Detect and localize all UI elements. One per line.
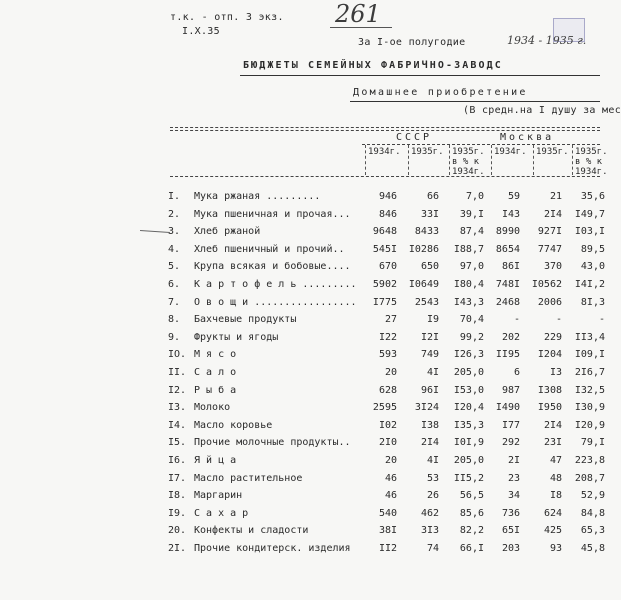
row-product-name: Я й ц а	[194, 455, 237, 466]
period-years: 1934 - 1935 г.	[507, 34, 587, 47]
table-row	[0, 261, 605, 278]
group-moscow: Москва	[500, 132, 555, 143]
col-ussr-1935: 1935г.	[411, 147, 444, 157]
row-product-name: О в о щ и .................	[194, 296, 357, 308]
row-value-col-4: 2468	[495, 296, 520, 308]
row-value-col-4: 86I	[501, 261, 520, 273]
row-value-col-4: 8990	[495, 226, 520, 238]
row-value-col-5: 47	[549, 455, 562, 466]
row-value-col-4: 6	[513, 367, 520, 378]
group-ussr: СССР	[396, 132, 433, 143]
row-value-col-6: 208,7	[574, 472, 605, 484]
row-product-name: К а р т о ф е л ь .........	[194, 279, 357, 290]
row-value-col-1: 540	[378, 507, 397, 519]
row-value-col-4: I43	[501, 208, 520, 220]
row-value-col-1: 20	[384, 367, 397, 378]
row-value-col-1: 5902	[372, 279, 397, 290]
row-value-col-3: 87,4	[459, 226, 484, 238]
row-value-col-6: 52,9	[580, 490, 605, 502]
row-value-col-6: 65,3	[580, 525, 605, 537]
row-value-col-6: 8I,3	[580, 296, 605, 308]
row-value-col-5: -	[555, 314, 562, 326]
row-value-col-1: 846	[378, 208, 397, 220]
row-number: 5.	[168, 261, 181, 273]
row-value-col-2: I38	[420, 419, 439, 431]
unit-note: (В средн.на I душу за мес	[463, 105, 621, 116]
col-ussr-pct: 1935г. в % к 1934г.	[452, 147, 485, 177]
table-row	[0, 507, 605, 525]
table-row	[0, 314, 605, 331]
table-row	[0, 367, 605, 384]
row-value-col-3: 39,I	[459, 208, 484, 220]
row-value-col-2: I2I	[420, 331, 439, 343]
row-value-col-2: 53	[426, 472, 439, 484]
row-number: 6.	[168, 279, 181, 290]
row-value-col-5: I8	[549, 490, 562, 502]
row-value-col-1: 9648	[372, 226, 397, 238]
row-value-col-1: I02	[378, 419, 397, 431]
row-value-col-1: 670	[378, 261, 397, 273]
row-value-col-5: 23I	[543, 437, 562, 449]
row-value-col-2: 2I4	[420, 437, 439, 449]
row-value-col-4: 65I	[501, 525, 520, 537]
row-value-col-3: I43,3	[453, 296, 484, 308]
row-product-name: Крупа всякая и бобовые....	[194, 261, 351, 273]
table-row	[0, 243, 605, 261]
row-value-col-3: 56,5	[459, 490, 484, 502]
document-subtitle: Домашнее приобретение	[353, 87, 528, 98]
row-number: I7.	[168, 472, 187, 484]
row-value-col-2: 2543	[414, 296, 439, 308]
row-value-col-1: I22	[378, 331, 397, 343]
row-value-col-6: I30,9	[574, 402, 605, 414]
col-moscow-pct: 1935г. в % к 1934г.	[575, 147, 608, 177]
table-row	[0, 191, 605, 208]
row-number: 3.	[168, 226, 181, 238]
row-value-col-3: 70,4	[459, 314, 484, 326]
row-value-col-3: I0I,9	[453, 437, 484, 449]
row-value-col-4: 34	[507, 490, 520, 502]
row-product-name: Молоко	[194, 402, 231, 414]
row-number: 8.	[168, 314, 181, 326]
col-moscow-1934: 1934г.	[494, 147, 527, 157]
row-value-col-6: I4I,2	[574, 279, 605, 290]
row-value-col-2: 33I	[420, 208, 439, 220]
row-product-name: Прочие молочные продукты..	[194, 437, 351, 449]
row-value-col-3: I88,7	[453, 243, 484, 255]
row-value-col-6: 2I6,7	[574, 367, 605, 378]
row-product-name: М я с о	[194, 349, 237, 361]
col-ussr-1934: 1934г.	[368, 147, 401, 157]
row-value-col-1: 628	[378, 384, 397, 396]
table-row	[0, 208, 605, 226]
row-value-col-1: 46	[384, 472, 397, 484]
row-value-col-3: II5,2	[453, 472, 484, 484]
table-row	[0, 331, 605, 349]
title-underline	[240, 75, 600, 76]
row-value-col-5: I3	[549, 367, 562, 378]
row-number: 7.	[168, 296, 181, 308]
row-value-col-4: II95	[495, 349, 520, 361]
row-value-col-5: 425	[543, 525, 562, 537]
row-product-name: Бахчевые продукты	[194, 314, 297, 326]
col-divider-4	[491, 145, 492, 175]
row-product-name: Р ы б а	[194, 384, 237, 396]
row-value-col-2: 462	[420, 507, 439, 519]
row-value-col-5: 2I4	[543, 419, 562, 431]
row-value-col-4: 202	[501, 331, 520, 343]
row-product-name: Фрукты и ягоды	[194, 331, 279, 343]
row-number: I5.	[168, 437, 187, 449]
table-row	[0, 455, 605, 472]
row-value-col-6: I09,I	[574, 349, 605, 361]
row-value-col-6: I49,7	[574, 208, 605, 220]
row-value-col-1: 545I	[372, 243, 397, 255]
row-product-name: Конфекты и сладости	[194, 525, 309, 537]
row-value-col-4: -	[513, 314, 520, 326]
col-divider-1	[365, 145, 366, 175]
row-value-col-1: I775	[372, 296, 397, 308]
archive-note-line2: I.X.35	[182, 26, 220, 37]
table-row	[0, 279, 605, 296]
row-value-col-4: 987	[501, 384, 520, 396]
row-value-col-6: -	[598, 314, 605, 326]
row-value-col-4: 748I	[495, 279, 520, 290]
period-text: За I-ое полугодие	[358, 37, 466, 48]
row-value-col-6: 89,5	[580, 243, 605, 255]
col-divider-2	[408, 145, 409, 175]
row-value-col-3: I20,4	[453, 402, 484, 414]
row-value-col-6: 35,6	[580, 191, 605, 202]
row-value-col-3: I80,4	[453, 279, 484, 290]
col-divider-5	[533, 145, 534, 175]
row-number: II.	[168, 367, 187, 378]
row-value-col-5: 927I	[537, 226, 562, 238]
row-value-col-2: 3I3	[420, 525, 439, 537]
table-row	[0, 490, 605, 507]
row-value-col-3: I26,3	[453, 349, 484, 361]
row-value-col-3: 205,0	[453, 455, 484, 466]
row-number: I9.	[168, 507, 187, 519]
row-number: I3.	[168, 402, 187, 414]
document-title: БЮДЖЕТЫ СЕМЕЙНЫХ ФАБРИЧНО-ЗАВОДС	[243, 60, 503, 71]
row-value-col-4: 8654	[495, 243, 520, 255]
row-value-col-2: I0649	[408, 279, 439, 290]
row-number: 9.	[168, 331, 181, 343]
row-product-name: Хлеб ржаной	[194, 226, 261, 238]
row-value-col-5: I308	[537, 384, 562, 396]
row-value-col-4: 736	[501, 507, 520, 519]
row-product-name: Масло растительное	[194, 472, 303, 484]
row-value-col-5: 21	[549, 191, 562, 202]
table-row	[0, 472, 605, 490]
row-value-col-4: 2I	[507, 455, 520, 466]
row-number: I4.	[168, 419, 187, 431]
row-value-col-3: 82,2	[459, 525, 484, 537]
row-product-name: Мука ржаная .........	[194, 191, 321, 202]
row-value-col-6: II3,4	[574, 331, 605, 343]
row-value-col-5: I204	[537, 349, 562, 361]
row-value-col-3: 99,2	[459, 331, 484, 343]
row-number: I8.	[168, 490, 187, 502]
table-row	[0, 419, 605, 437]
row-value-col-2: 749	[420, 349, 439, 361]
row-value-col-1: II2	[378, 543, 397, 554]
row-value-col-4: I490	[495, 402, 520, 414]
table-top-rule-2	[170, 130, 600, 131]
row-product-name: Хлеб пшеничный и прочий..	[194, 243, 345, 255]
row-value-col-2: 3I24	[414, 402, 439, 414]
table-row	[0, 525, 605, 542]
row-value-col-1: 2595	[372, 402, 397, 414]
row-value-col-1: 946	[378, 191, 397, 202]
table-row	[0, 349, 605, 366]
row-product-name: Масло коровье	[194, 419, 273, 431]
row-value-col-5: 624	[543, 507, 562, 519]
row-value-col-4: 59	[507, 191, 520, 202]
row-product-name: С а л о	[194, 367, 237, 378]
page-number: 261	[335, 0, 381, 28]
row-number: IO.	[168, 349, 187, 361]
row-value-col-3: 97,0	[459, 261, 484, 273]
col-divider-6	[572, 145, 573, 175]
header-bottom-rule	[170, 176, 600, 177]
row-value-col-4: I77	[501, 419, 520, 431]
row-value-col-5: I0562	[531, 279, 562, 290]
row-value-col-5: 2I4	[543, 208, 562, 220]
row-value-col-1: 20	[384, 455, 397, 466]
row-value-col-6: I03,I	[574, 226, 605, 238]
table-row	[0, 226, 605, 243]
row-value-col-6: 84,8	[580, 507, 605, 519]
row-value-col-6: 79,I	[580, 437, 605, 449]
row-value-col-2: 26	[426, 490, 439, 502]
row-value-col-2: 8433	[414, 226, 439, 238]
row-product-name: Мука пшеничная и прочая...	[194, 208, 351, 220]
row-value-col-1: 2I0	[378, 437, 397, 449]
archive-note-line1: т.к. - отп. 3 экз.	[170, 12, 284, 23]
row-product-name: С а х а р	[194, 507, 249, 519]
row-product-name: Маргарин	[194, 490, 243, 502]
row-value-col-1: 38I	[378, 525, 397, 537]
row-value-col-2: 74	[426, 543, 439, 554]
row-value-col-3: I53,0	[453, 384, 484, 396]
row-value-col-2: 66	[426, 191, 439, 202]
row-value-col-2: 650	[420, 261, 439, 273]
row-number: I6.	[168, 455, 187, 466]
row-number: 20.	[168, 525, 187, 537]
row-number: 2.	[168, 208, 181, 220]
table-row	[0, 543, 605, 560]
row-value-col-5: 370	[543, 261, 562, 273]
row-value-col-5: 2006	[537, 296, 562, 308]
col-divider-3	[449, 145, 450, 175]
row-value-col-5: I950	[537, 402, 562, 414]
row-value-col-2: I9	[426, 314, 439, 326]
table-row	[0, 402, 605, 419]
row-value-col-3: 205,0	[453, 367, 484, 378]
row-number: 2I.	[168, 543, 187, 554]
row-value-col-5: 93	[549, 543, 562, 554]
row-value-col-1: 27	[384, 314, 397, 326]
row-value-col-3: 85,6	[459, 507, 484, 519]
row-value-col-6: I20,9	[574, 419, 605, 431]
row-value-col-1: 593	[378, 349, 397, 361]
row-value-col-1: 46	[384, 490, 397, 502]
row-value-col-5: 7747	[537, 243, 562, 255]
row-value-col-4: 23	[507, 472, 520, 484]
row-number: I2.	[168, 384, 187, 396]
row-value-col-3: 66,I	[459, 543, 484, 554]
row-value-col-3: 7,0	[465, 191, 484, 202]
row-value-col-2: 96I	[420, 384, 439, 396]
row-value-col-4: 203	[501, 543, 520, 554]
row-value-col-2: 4I	[426, 367, 439, 378]
row-product-name: Прочие кондитерск. изделия	[194, 543, 351, 554]
group-rule	[362, 144, 600, 145]
page-number-underline	[330, 27, 392, 28]
row-value-col-5: 48	[549, 472, 562, 484]
col-moscow-1935: 1935г.	[536, 147, 569, 157]
row-value-col-6: 45,8	[580, 543, 605, 554]
row-value-col-2: 4I	[426, 455, 439, 466]
table-row	[0, 296, 605, 314]
row-value-col-6: 223,8	[574, 455, 605, 466]
row-value-col-4: 292	[501, 437, 520, 449]
table-row	[0, 384, 605, 402]
row-number: I.	[168, 191, 181, 202]
table-row	[0, 437, 605, 454]
row-value-col-5: 229	[543, 331, 562, 343]
row-value-col-6: I32,5	[574, 384, 605, 396]
row-value-col-2: I0286	[408, 243, 439, 255]
subtitle-underline	[350, 101, 600, 102]
row-number: 4.	[168, 243, 181, 255]
table-top-rule	[170, 127, 600, 128]
row-value-col-6: 43,0	[580, 261, 605, 273]
row-value-col-3: I35,3	[453, 419, 484, 431]
